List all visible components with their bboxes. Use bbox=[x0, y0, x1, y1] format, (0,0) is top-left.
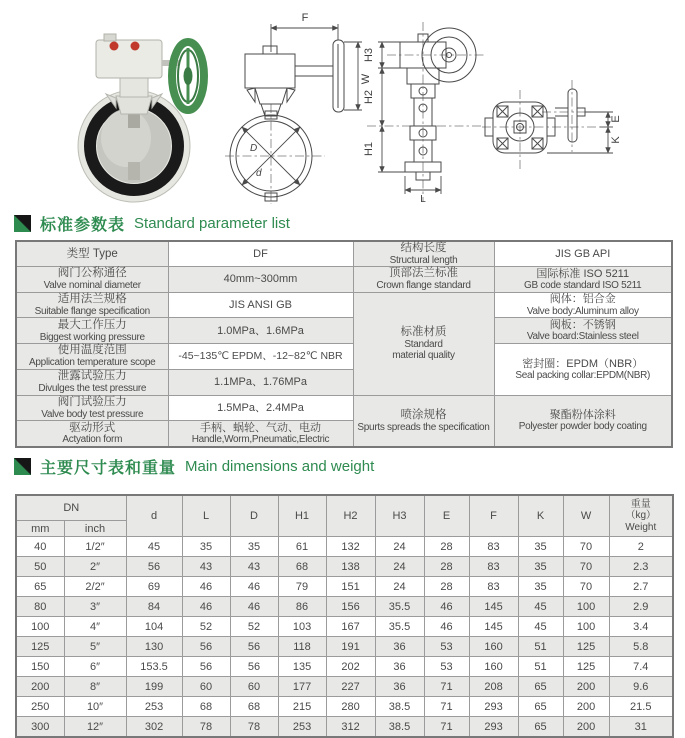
dim-cell: 151 bbox=[326, 577, 375, 597]
table-row bbox=[16, 267, 672, 293]
table-row bbox=[16, 344, 672, 370]
table-row bbox=[16, 657, 673, 677]
dim-cell: 68 bbox=[278, 557, 326, 577]
section-title-zh: 标准参数表 bbox=[40, 217, 126, 234]
dim-cell: 12″ bbox=[64, 717, 126, 738]
table-row bbox=[16, 395, 672, 421]
dim-cell: 100 bbox=[563, 597, 609, 617]
param-value: 聚酯粉体涂料 Polyester powder body coating bbox=[494, 395, 672, 447]
dim-cell: 160 bbox=[469, 637, 518, 657]
dim-cell: 1/2″ bbox=[64, 537, 126, 557]
dim-cell: 53 bbox=[424, 637, 469, 657]
dim-cell: 70 bbox=[563, 557, 609, 577]
param-value: 阀体：铝合金 Valve body:Aluminum alloy bbox=[494, 292, 672, 318]
param-value: DF bbox=[168, 241, 353, 267]
dim-cell: 24 bbox=[375, 537, 424, 557]
param-label: 泄露试验压力 Divulges the test pressure bbox=[16, 369, 168, 395]
dim-cell: 250 bbox=[16, 697, 64, 717]
table-row bbox=[16, 617, 673, 637]
dim-cell: 3.4 bbox=[609, 617, 673, 637]
dim-cell: 83 bbox=[469, 577, 518, 597]
dim-table-body bbox=[16, 537, 673, 738]
table-row bbox=[16, 537, 673, 557]
col-header: K bbox=[518, 495, 563, 537]
param-label: 阀门试验压力 Valve body test pressure bbox=[16, 395, 168, 421]
dim-cell: 5″ bbox=[64, 637, 126, 657]
dim-label-w: W bbox=[360, 73, 372, 85]
dim-label-k: K bbox=[610, 136, 622, 144]
dim-cell: 36 bbox=[375, 637, 424, 657]
dim-cell: 50 bbox=[16, 557, 64, 577]
table-row bbox=[16, 637, 673, 657]
table-row bbox=[16, 318, 672, 344]
param-label: 类型 Type bbox=[16, 241, 168, 267]
dim-cell: 145 bbox=[469, 597, 518, 617]
table-header-row bbox=[16, 495, 673, 521]
col-header: H2 bbox=[326, 495, 375, 537]
dim-cell: 86 bbox=[278, 597, 326, 617]
section-header-parameters bbox=[14, 212, 290, 235]
dim-cell: 36 bbox=[375, 657, 424, 677]
param-value: 40mm~300mm bbox=[168, 267, 353, 293]
dimensions-weight-table bbox=[15, 494, 674, 738]
dim-cell: 253 bbox=[278, 717, 326, 738]
dim-cell: 84 bbox=[126, 597, 182, 617]
dim-cell: 56 bbox=[126, 557, 182, 577]
dim-cell: 69 bbox=[126, 577, 182, 597]
param-label: 使用温度范围 Application temperature scope bbox=[16, 344, 168, 370]
dim-cell: 80 bbox=[16, 597, 64, 617]
dim-cell: 199 bbox=[126, 677, 182, 697]
dim-cell: 35 bbox=[518, 557, 563, 577]
dim-cell: 53 bbox=[424, 657, 469, 677]
dim-cell: 150 bbox=[16, 657, 64, 677]
param-value: 国际标准 ISO 5211 GB code standard ISO 5211 bbox=[494, 267, 672, 293]
table-row bbox=[16, 292, 672, 318]
dim-cell: 45 bbox=[518, 617, 563, 637]
dim-cell: 5.8 bbox=[609, 637, 673, 657]
dim-cell: 46 bbox=[182, 597, 230, 617]
dim-cell: 293 bbox=[469, 697, 518, 717]
section-header-dimensions bbox=[14, 455, 374, 478]
dim-cell: 46 bbox=[230, 597, 278, 617]
dim-cell: 208 bbox=[469, 677, 518, 697]
dim-cell: 38.5 bbox=[375, 717, 424, 738]
dim-cell: 31 bbox=[609, 717, 673, 738]
dim-cell: 28 bbox=[424, 537, 469, 557]
dim-label-h3: H3 bbox=[363, 47, 375, 63]
table-row bbox=[16, 677, 673, 697]
dim-cell: 21.5 bbox=[609, 697, 673, 717]
dim-cell: 200 bbox=[16, 677, 64, 697]
col-header: L bbox=[182, 495, 230, 537]
dim-cell: 28 bbox=[424, 557, 469, 577]
dim-cell: 56 bbox=[182, 657, 230, 677]
dim-cell: 83 bbox=[469, 557, 518, 577]
dim-cell: 132 bbox=[326, 537, 375, 557]
dim-cell: 2/2″ bbox=[64, 577, 126, 597]
dim-cell: 200 bbox=[563, 677, 609, 697]
param-value: 密封圈：EPDM（NBR） Seal packing collar:EPDM(NBR) bbox=[494, 344, 672, 395]
dim-cell: 60 bbox=[182, 677, 230, 697]
param-label: 顶部法兰标准 Crown flange standard bbox=[353, 267, 494, 293]
table-row bbox=[16, 697, 673, 717]
dim-cell: 43 bbox=[182, 557, 230, 577]
dim-cell: 138 bbox=[326, 557, 375, 577]
table-row bbox=[16, 557, 673, 577]
dim-cell: 300 bbox=[16, 717, 64, 738]
dim-label-h1: H1 bbox=[363, 141, 375, 157]
param-label: 标准材质 Standard material quality bbox=[353, 292, 494, 395]
dim-cell: 156 bbox=[326, 597, 375, 617]
col-header-dn: DN bbox=[16, 495, 126, 521]
dim-cell: 125 bbox=[563, 637, 609, 657]
side-view-drawing bbox=[352, 4, 487, 204]
param-value: JIS GB API bbox=[494, 241, 672, 267]
table-row bbox=[16, 717, 673, 738]
standard-parameter-table bbox=[15, 240, 673, 448]
dim-cell: 153.5 bbox=[126, 657, 182, 677]
param-label: 结构长度 Structural length bbox=[353, 241, 494, 267]
dim-cell: 46 bbox=[424, 617, 469, 637]
dim-cell: 35 bbox=[182, 537, 230, 557]
dim-cell: 118 bbox=[278, 637, 326, 657]
col-header: H1 bbox=[278, 495, 326, 537]
dim-cell: 2 bbox=[609, 537, 673, 557]
col-header: W bbox=[563, 495, 609, 537]
dim-cell: 71 bbox=[424, 677, 469, 697]
dim-cell: 125 bbox=[563, 657, 609, 677]
section-title-en: Main dimensions and weight bbox=[185, 458, 375, 475]
dim-cell: 51 bbox=[518, 657, 563, 677]
dim-cell: 160 bbox=[469, 657, 518, 677]
dim-cell: 28 bbox=[424, 577, 469, 597]
dim-cell: 130 bbox=[126, 637, 182, 657]
col-header: d bbox=[126, 495, 182, 537]
param-label: 喷涂规格 Spurts spreads the specification bbox=[353, 395, 494, 447]
butterfly-valve-photo bbox=[46, 6, 221, 204]
param-value: 手柄、蜗轮、气动、电动 Handle,Worm,Pneumatic,Electric bbox=[168, 421, 353, 447]
dim-label-h2: H2 bbox=[363, 89, 375, 105]
dim-cell: 24 bbox=[375, 557, 424, 577]
param-value: -45~135℃ EPDM、-12~82℃ NBR bbox=[168, 344, 353, 370]
dim-label-l: L bbox=[420, 194, 426, 205]
dim-cell: 71 bbox=[424, 717, 469, 738]
param-value: JIS ANSI GB bbox=[168, 292, 353, 318]
dim-label-d-big: D bbox=[250, 143, 258, 154]
dim-cell: 56 bbox=[230, 637, 278, 657]
dim-cell: 65 bbox=[518, 677, 563, 697]
dim-cell: 104 bbox=[126, 617, 182, 637]
dim-cell: 177 bbox=[278, 677, 326, 697]
dim-cell: 83 bbox=[469, 537, 518, 557]
param-label: 阀门公称通径 Valve nominal diameter bbox=[16, 267, 168, 293]
dim-cell: 78 bbox=[182, 717, 230, 738]
param-value: 1.5MPa、2.4MPa bbox=[168, 395, 353, 421]
table-row bbox=[16, 241, 672, 267]
dim-cell: 68 bbox=[230, 697, 278, 717]
col-header-mm: mm bbox=[16, 521, 64, 537]
dim-cell: 40 bbox=[16, 537, 64, 557]
dim-cell: 24 bbox=[375, 577, 424, 597]
dim-cell: 103 bbox=[278, 617, 326, 637]
dim-cell: 60 bbox=[230, 677, 278, 697]
section-square-icon bbox=[14, 215, 31, 232]
dim-cell: 70 bbox=[563, 537, 609, 557]
dim-cell: 7.4 bbox=[609, 657, 673, 677]
dim-cell: 4″ bbox=[64, 617, 126, 637]
dim-cell: 135 bbox=[278, 657, 326, 677]
dim-cell: 2.3 bbox=[609, 557, 673, 577]
dim-cell: 56 bbox=[182, 637, 230, 657]
dim-cell: 302 bbox=[126, 717, 182, 738]
dim-cell: 46 bbox=[424, 597, 469, 617]
dim-cell: 100 bbox=[16, 617, 64, 637]
dim-cell: 52 bbox=[182, 617, 230, 637]
dim-cell: 3″ bbox=[64, 597, 126, 617]
front-view-drawing bbox=[225, 4, 373, 204]
dim-cell: 51 bbox=[518, 637, 563, 657]
dim-cell: 202 bbox=[326, 657, 375, 677]
dim-cell: 46 bbox=[230, 577, 278, 597]
col-header: F bbox=[469, 495, 518, 537]
col-header: D bbox=[230, 495, 278, 537]
dim-cell: 68 bbox=[182, 697, 230, 717]
dim-cell: 312 bbox=[326, 717, 375, 738]
dim-cell: 10″ bbox=[64, 697, 126, 717]
top-view-drawing bbox=[482, 68, 647, 180]
col-header: H3 bbox=[375, 495, 424, 537]
table-row bbox=[16, 597, 673, 617]
param-value: 1.0MPa、1.6MPa bbox=[168, 318, 353, 344]
dim-cell: 100 bbox=[563, 617, 609, 637]
dim-cell: 36 bbox=[375, 677, 424, 697]
dim-cell: 65 bbox=[518, 717, 563, 738]
dim-cell: 45 bbox=[126, 537, 182, 557]
dim-cell: 43 bbox=[230, 557, 278, 577]
param-label: 驱动形式 Actyation form bbox=[16, 421, 168, 447]
dim-cell: 56 bbox=[230, 657, 278, 677]
param-label: 最大工作压力 Biggest working pressure bbox=[16, 318, 168, 344]
dim-cell: 35 bbox=[518, 577, 563, 597]
dim-cell: 35 bbox=[518, 537, 563, 557]
dim-cell: 9.6 bbox=[609, 677, 673, 697]
col-header-inch: inch bbox=[64, 521, 126, 537]
dim-cell: 2.9 bbox=[609, 597, 673, 617]
col-header: E bbox=[424, 495, 469, 537]
dim-cell: 167 bbox=[326, 617, 375, 637]
dim-cell: 145 bbox=[469, 617, 518, 637]
dim-cell: 35.5 bbox=[375, 597, 424, 617]
dim-cell: 2.7 bbox=[609, 577, 673, 597]
param-value: 阀板：不锈钢 Valve board:Stainless steel bbox=[494, 318, 672, 344]
dim-label-f: F bbox=[301, 12, 309, 24]
dim-cell: 2″ bbox=[64, 557, 126, 577]
dim-cell: 65 bbox=[16, 577, 64, 597]
dim-cell: 200 bbox=[563, 697, 609, 717]
col-header-weight: 重量 （kg） Weight bbox=[609, 495, 673, 537]
dim-cell: 46 bbox=[182, 577, 230, 597]
dim-cell: 253 bbox=[126, 697, 182, 717]
dim-cell: 125 bbox=[16, 637, 64, 657]
table-row bbox=[16, 577, 673, 597]
dim-label-d-small: d bbox=[256, 168, 262, 179]
dim-cell: 8″ bbox=[64, 677, 126, 697]
dim-cell: 35 bbox=[230, 537, 278, 557]
param-label: 适用法兰规格 Suitable flange specification bbox=[16, 292, 168, 318]
dim-label-e: E bbox=[610, 115, 622, 123]
dim-cell: 61 bbox=[278, 537, 326, 557]
dim-cell: 227 bbox=[326, 677, 375, 697]
dim-cell: 71 bbox=[424, 697, 469, 717]
dim-cell: 52 bbox=[230, 617, 278, 637]
dim-cell: 38.5 bbox=[375, 697, 424, 717]
dim-cell: 65 bbox=[518, 697, 563, 717]
dim-cell: 293 bbox=[469, 717, 518, 738]
dim-cell: 6″ bbox=[64, 657, 126, 677]
section-square-icon bbox=[14, 458, 31, 475]
param-value: 1.1MPa、1.76MPa bbox=[168, 369, 353, 395]
dim-cell: 35.5 bbox=[375, 617, 424, 637]
dim-cell: 79 bbox=[278, 577, 326, 597]
dim-cell: 70 bbox=[563, 577, 609, 597]
section-title-en: Standard parameter list bbox=[134, 215, 290, 232]
dim-cell: 191 bbox=[326, 637, 375, 657]
dim-cell: 200 bbox=[563, 717, 609, 738]
dim-cell: 78 bbox=[230, 717, 278, 738]
section-title-zh: 主要尺寸表和重量 bbox=[40, 460, 177, 477]
dim-cell: 280 bbox=[326, 697, 375, 717]
dim-cell: 45 bbox=[518, 597, 563, 617]
dim-cell: 215 bbox=[278, 697, 326, 717]
